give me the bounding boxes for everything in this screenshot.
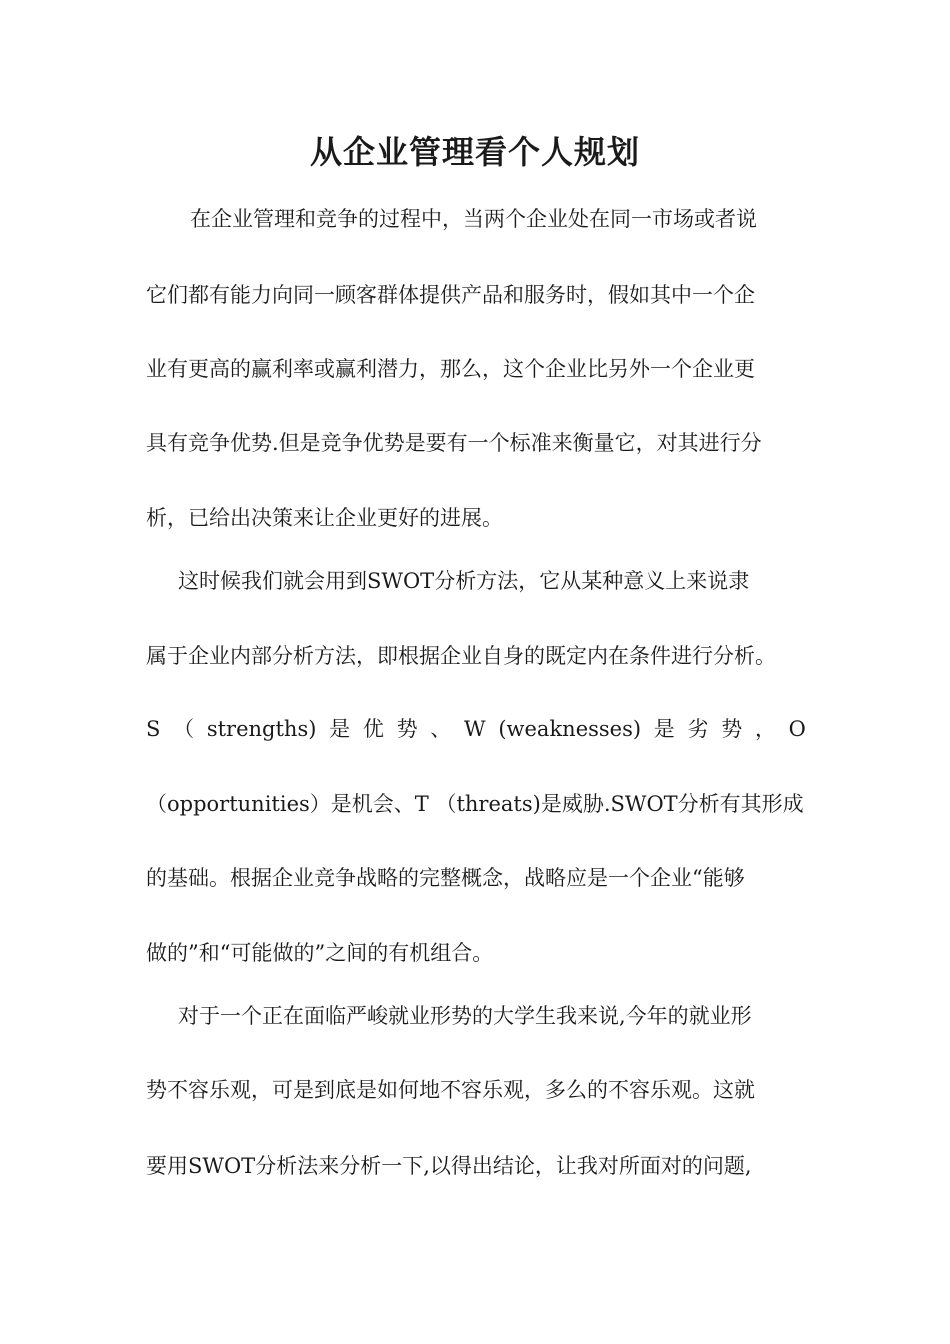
swot-word: 劣 [687, 717, 709, 741]
paragraph-1-line-3: 业有更高的赢利率或赢利潜力，那么，这个企业比另外一个企业更 [146, 357, 755, 381]
swot-word: 势 [721, 717, 743, 741]
paragraph-2-line-2: 属于企业内部分析方法，即根据企业自身的既定内在条件进行分析。 [146, 644, 776, 668]
swot-word: S [146, 717, 161, 741]
swot-word: O [788, 717, 806, 741]
swot-word: 是 [329, 717, 351, 741]
paragraph-2-line-1: 这时候我们就会用到SWOT分析方法，它从某种意义上来说隶 [178, 569, 750, 593]
paragraph-3-line-1: 对于一个正在面临严峻就业形势的大学生我来说,今年的就业形 [178, 1004, 752, 1028]
swot-word: (weaknesses) [498, 717, 642, 741]
paragraph-2-line-3 [146, 713, 806, 745]
paragraph-1-line-4: 具有竞争优势.但是竞争优势是要有一个标准来衡量它，对其进行分 [146, 431, 762, 455]
paragraph-3-line-2: 势不容乐观，可是到底是如何地不容乐观，多么的不容乐观。这就 [146, 1078, 755, 1102]
swot-word: 优 [362, 717, 384, 741]
paragraph-3-line-3: 要用SWOT分析法来分析一下,以得出结论，让我对所面对的问题, [146, 1154, 752, 1178]
paragraph-1-line-1: 在企业管理和竞争的过程中，当两个企业处在同一市场或者说 [190, 207, 757, 231]
swot-word: （ [173, 717, 195, 741]
paragraph-2-line-4: （opportunities）是机会、T （threats)是威胁.SWOT分析有其形成 [146, 792, 804, 816]
swot-word: 、 [430, 717, 452, 741]
swot-word: 势 [396, 717, 418, 741]
swot-word: W [464, 717, 486, 741]
paragraph-1-line-5: 析，已给出决策来让企业更好的进展。 [146, 506, 503, 530]
swot-word: 是 [653, 717, 675, 741]
swot-word: ， [754, 717, 776, 741]
paragraph-2-line-6: 做的”和“可能做的”之间的有机组合。 [146, 941, 494, 965]
paragraph-1-line-2: 它们都有能力向同一顾客群体提供产品和服务时，假如其中一个企 [146, 283, 755, 307]
swot-word: strengths) [206, 717, 317, 741]
document-title: 从企业管理看个人规划 [309, 133, 640, 171]
paragraph-2-line-5: 的基础。根据企业竞争战略的完整概念，战略应是一个企业“能够 [146, 866, 745, 890]
